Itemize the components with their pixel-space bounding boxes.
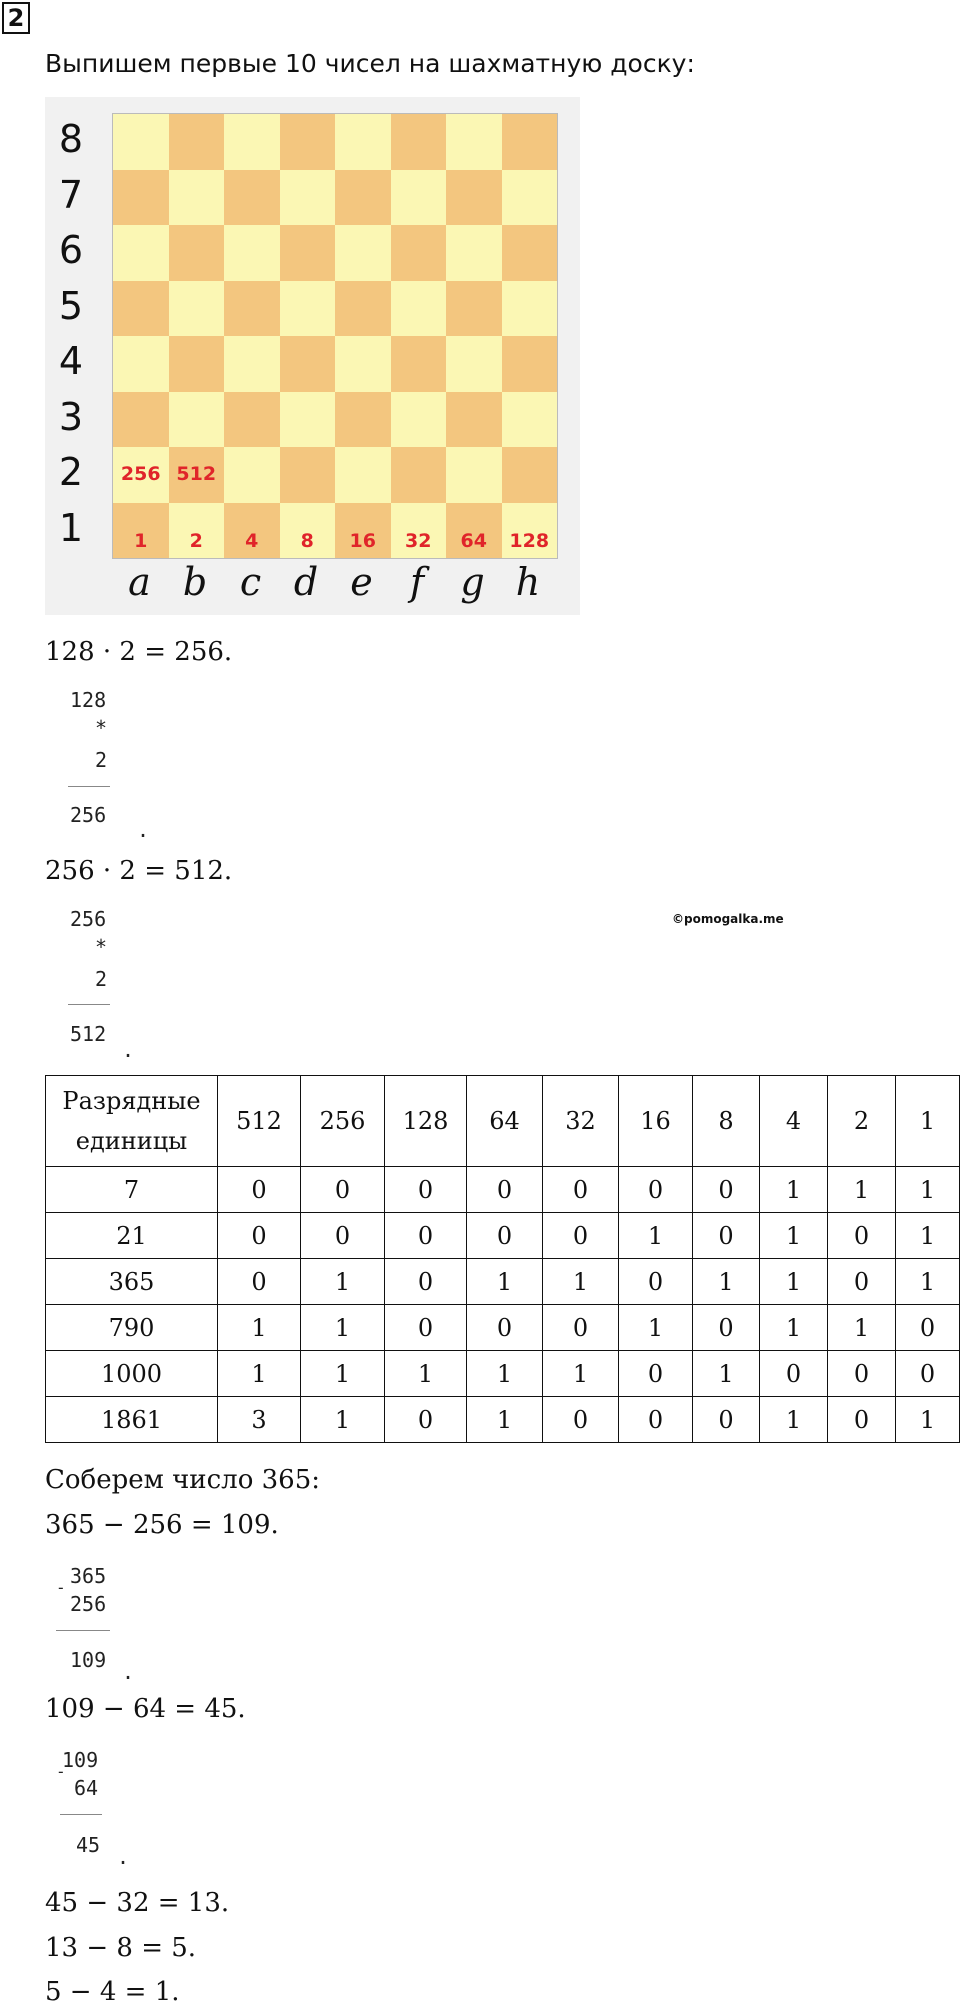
board-square-c6	[224, 225, 280, 281]
table-cell: 1	[467, 1259, 543, 1305]
table-header-cell: 32	[543, 1076, 619, 1167]
table-cell: 0	[218, 1259, 301, 1305]
board-square-c5	[224, 281, 280, 337]
table-header-cell: 64	[467, 1076, 543, 1167]
board-square-h5	[502, 281, 558, 337]
board-square-c3	[224, 392, 280, 448]
assemble-text: Соберем число 365:	[45, 1465, 321, 1495]
board-square-f7	[391, 170, 447, 226]
table-header-cell: 1	[896, 1076, 960, 1167]
calc4-rule	[60, 1814, 102, 1815]
task-number-badge: 2	[2, 2, 30, 34]
board-square-c7	[224, 170, 280, 226]
calc2-result: 512	[70, 1022, 107, 1046]
board-square-a5	[113, 281, 169, 337]
rank-label-6: 6	[58, 228, 84, 272]
board-number-g1: 64	[460, 529, 487, 552]
table-row-label: 21	[46, 1213, 218, 1259]
file-label-c: c	[239, 560, 262, 604]
calc3-rule	[56, 1630, 110, 1631]
board-square-b8	[169, 114, 225, 170]
table-cell: 0	[693, 1305, 760, 1351]
table-cell: 1	[828, 1167, 896, 1213]
table-header-cell: 16	[619, 1076, 693, 1167]
table-cell: 1	[218, 1305, 301, 1351]
table-cell: 0	[543, 1213, 619, 1259]
calc3-result: 109	[70, 1648, 107, 1672]
table-cell: 1	[467, 1397, 543, 1443]
table-row-label: 790	[46, 1305, 218, 1351]
table-cell: 0	[693, 1213, 760, 1259]
board-number-c1: 4	[245, 529, 259, 552]
calc4-bottom: 64	[74, 1776, 99, 1800]
equation-365-256: 365 − 256 = 109.	[45, 1510, 279, 1540]
board-square-h3	[502, 392, 558, 448]
board-square-f5	[391, 281, 447, 337]
calc4-top: 109	[62, 1748, 99, 1772]
board-square-h8	[502, 114, 558, 170]
table-cell: 1	[218, 1351, 301, 1397]
calc3-top: 365	[70, 1564, 107, 1588]
watermark: ©pomogalka.me	[672, 912, 784, 926]
table-cell: 0	[218, 1213, 301, 1259]
board-square-g8	[446, 114, 502, 170]
table-cell: 1	[896, 1259, 960, 1305]
board-square-g4	[446, 336, 502, 392]
table-cell: 1	[760, 1259, 828, 1305]
calc1-bottom: 2	[95, 748, 108, 772]
calc1-dot: .	[137, 818, 150, 842]
table-cell: 0	[828, 1397, 896, 1443]
calc1-result: 256	[70, 803, 107, 827]
table-cell: 1	[828, 1305, 896, 1351]
board-number-d1: 8	[300, 529, 314, 552]
calc1-operator: *	[95, 716, 108, 740]
table-cell: 0	[619, 1351, 693, 1397]
board-number-b1: 2	[189, 529, 203, 552]
table-cell: 0	[828, 1351, 896, 1397]
board-square-f3	[391, 392, 447, 448]
board-square-a8	[113, 114, 169, 170]
rank-label-5: 5	[58, 283, 84, 328]
table-header-cell: 256	[301, 1076, 385, 1167]
board-square-d7	[280, 170, 336, 226]
table-cell: 0	[693, 1167, 760, 1213]
board-square-g3	[446, 392, 502, 448]
board-square-c4	[224, 336, 280, 392]
table-cell: 1	[619, 1213, 693, 1259]
table-cell: 0	[693, 1397, 760, 1443]
calc3-bottom: 256	[70, 1592, 107, 1616]
table-cell: 0	[385, 1259, 467, 1305]
table-cell: 0	[896, 1305, 960, 1351]
table-cell: 3	[218, 1397, 301, 1443]
table-cell: 1	[896, 1213, 960, 1259]
header-label-line2: единицы	[75, 1127, 188, 1155]
board-square-a7	[113, 170, 169, 226]
board-number-h1: 128	[509, 529, 550, 552]
table-cell: 1	[619, 1305, 693, 1351]
board-square-e7	[335, 170, 391, 226]
table-cell: 0	[385, 1397, 467, 1443]
board-square-f2	[391, 447, 447, 503]
table-header-label	[46, 1076, 218, 1167]
board-square-h4	[502, 336, 558, 392]
table-cell: 0	[619, 1167, 693, 1213]
calc3-minus: -	[56, 1578, 66, 1597]
board-square-d4	[280, 336, 336, 392]
table-cell: 1	[760, 1397, 828, 1443]
board-square-g2	[446, 447, 502, 503]
table-cell: 1	[760, 1167, 828, 1213]
table-row-label: 365	[46, 1259, 218, 1305]
board-square-a6	[113, 225, 169, 281]
table-cell: 0	[828, 1213, 896, 1259]
board-square-f8	[391, 114, 447, 170]
board-square-d6	[280, 225, 336, 281]
board-square-c8	[224, 114, 280, 170]
board-square-g5	[446, 281, 502, 337]
rank-label-3: 3	[58, 394, 84, 439]
table-cell: 0	[467, 1213, 543, 1259]
rank-label-1: 1	[58, 505, 84, 550]
board-square-e8	[335, 114, 391, 170]
file-label-a: a	[128, 560, 151, 604]
board-square-b4	[169, 336, 225, 392]
calc4-minus: -	[56, 1762, 66, 1781]
table-header-cell: 2	[828, 1076, 896, 1167]
table-cell: 1	[543, 1259, 619, 1305]
file-label-f: f	[409, 560, 425, 604]
table-cell: 0	[385, 1167, 467, 1213]
table-row	[46, 1167, 960, 1213]
board-number-e1: 16	[349, 529, 376, 552]
table-cell: 1	[896, 1397, 960, 1443]
calc4-dot: .	[117, 1845, 130, 1869]
calc1-rule	[68, 786, 110, 787]
table-cell: 1	[760, 1305, 828, 1351]
table-cell: 0	[828, 1259, 896, 1305]
table-cell: 1	[301, 1351, 385, 1397]
equation-5-4: 5 − 4 = 1.	[45, 1977, 180, 2007]
chess-board	[112, 113, 558, 559]
equation-45-32: 45 − 32 = 13.	[45, 1888, 230, 1918]
table-header-cell: 128	[385, 1076, 467, 1167]
table-cell: 0	[301, 1167, 385, 1213]
board-square-b7	[169, 170, 225, 226]
table-cell: 0	[619, 1259, 693, 1305]
table-cell: 1	[385, 1351, 467, 1397]
table-cell: 1	[301, 1397, 385, 1443]
calc2-dot: .	[122, 1038, 135, 1062]
table-header-cell: 8	[693, 1076, 760, 1167]
table-cell: 1	[760, 1213, 828, 1259]
board-square-e3	[335, 392, 391, 448]
table-cell: 0	[218, 1167, 301, 1213]
board-square-b6	[169, 225, 225, 281]
table-cell: 0	[385, 1213, 467, 1259]
intro-text: Выпишем первые 10 чисел на шахматную доску:	[45, 49, 695, 78]
table-row	[46, 1213, 960, 1259]
table-cell: 0	[543, 1167, 619, 1213]
board-square-e2	[335, 447, 391, 503]
board-square-f4	[391, 336, 447, 392]
table-cell: 1	[301, 1305, 385, 1351]
calc3-dot: .	[122, 1660, 135, 1684]
table-header-cell: 4	[760, 1076, 828, 1167]
board-number-f1: 32	[405, 529, 432, 552]
table-cell: 0	[543, 1397, 619, 1443]
table-cell: 0	[543, 1305, 619, 1351]
table-cell: 0	[760, 1351, 828, 1397]
board-square-c2	[224, 447, 280, 503]
rank-label-7: 7	[58, 172, 84, 217]
table-cell: 1	[896, 1167, 960, 1213]
calc2-top: 256	[70, 907, 107, 931]
board-square-d3	[280, 392, 336, 448]
table-cell: 1	[301, 1259, 385, 1305]
equation-128x2: 128 · 2 = 256.	[45, 637, 233, 667]
table-cell: 0	[619, 1397, 693, 1443]
file-label-g: g	[460, 560, 485, 604]
equation-109-64: 109 − 64 = 45.	[45, 1694, 246, 1724]
board-square-e5	[335, 281, 391, 337]
table-cell: 1	[543, 1351, 619, 1397]
board-square-f6	[391, 225, 447, 281]
table-header-row	[46, 1076, 960, 1167]
file-label-d: d	[293, 560, 319, 604]
board-square-d8	[280, 114, 336, 170]
equation-13-8: 13 − 8 = 5.	[45, 1933, 197, 1963]
board-square-d5	[280, 281, 336, 337]
rank-label-8: 8	[58, 117, 84, 161]
board-number-a2: 256	[120, 463, 161, 485]
board-square-g7	[446, 170, 502, 226]
board-square-b5	[169, 281, 225, 337]
board-square-d2	[280, 447, 336, 503]
table-row	[46, 1351, 960, 1397]
table-cell: 1	[693, 1351, 760, 1397]
board-square-h7	[502, 170, 558, 226]
board-number-b2: 512	[176, 463, 217, 485]
rank-label-2: 2	[58, 450, 84, 494]
table-row-label: 1861	[46, 1397, 218, 1443]
file-label-h: h	[515, 560, 541, 604]
table-cell: 1	[693, 1259, 760, 1305]
table-row-label: 7	[46, 1167, 218, 1213]
calc4-result: 45	[76, 1833, 101, 1857]
calc1-top: 128	[70, 688, 107, 712]
table-row	[46, 1259, 960, 1305]
table-row-label: 1000	[46, 1351, 218, 1397]
board-number-a1: 1	[134, 529, 148, 552]
board-square-e6	[335, 225, 391, 281]
board-square-b3	[169, 392, 225, 448]
board-square-h2	[502, 447, 558, 503]
calc2-rule	[68, 1004, 110, 1005]
board-square-a3	[113, 392, 169, 448]
board-square-g6	[446, 225, 502, 281]
table-cell: 1	[467, 1351, 543, 1397]
header-label-line1: Разрядные	[62, 1087, 201, 1115]
rank-label-4: 4	[58, 339, 84, 383]
file-label-e: e	[350, 560, 373, 604]
table-row	[46, 1397, 960, 1443]
board-square-a4	[113, 336, 169, 392]
calc2-bottom: 2	[95, 967, 108, 991]
board-square-h6	[502, 225, 558, 281]
table-cell: 0	[385, 1305, 467, 1351]
table-cell: 0	[301, 1213, 385, 1259]
table-row	[46, 1305, 960, 1351]
calc2-operator: *	[95, 935, 108, 959]
table-header-cell: 512	[218, 1076, 301, 1167]
table-cell: 0	[896, 1351, 960, 1397]
equation-256x2: 256 · 2 = 512.	[45, 856, 233, 886]
table-cell: 0	[467, 1305, 543, 1351]
board-square-e4	[335, 336, 391, 392]
table-cell: 0	[467, 1167, 543, 1213]
file-label-b: b	[182, 560, 208, 604]
place-value-table	[45, 1075, 960, 1443]
